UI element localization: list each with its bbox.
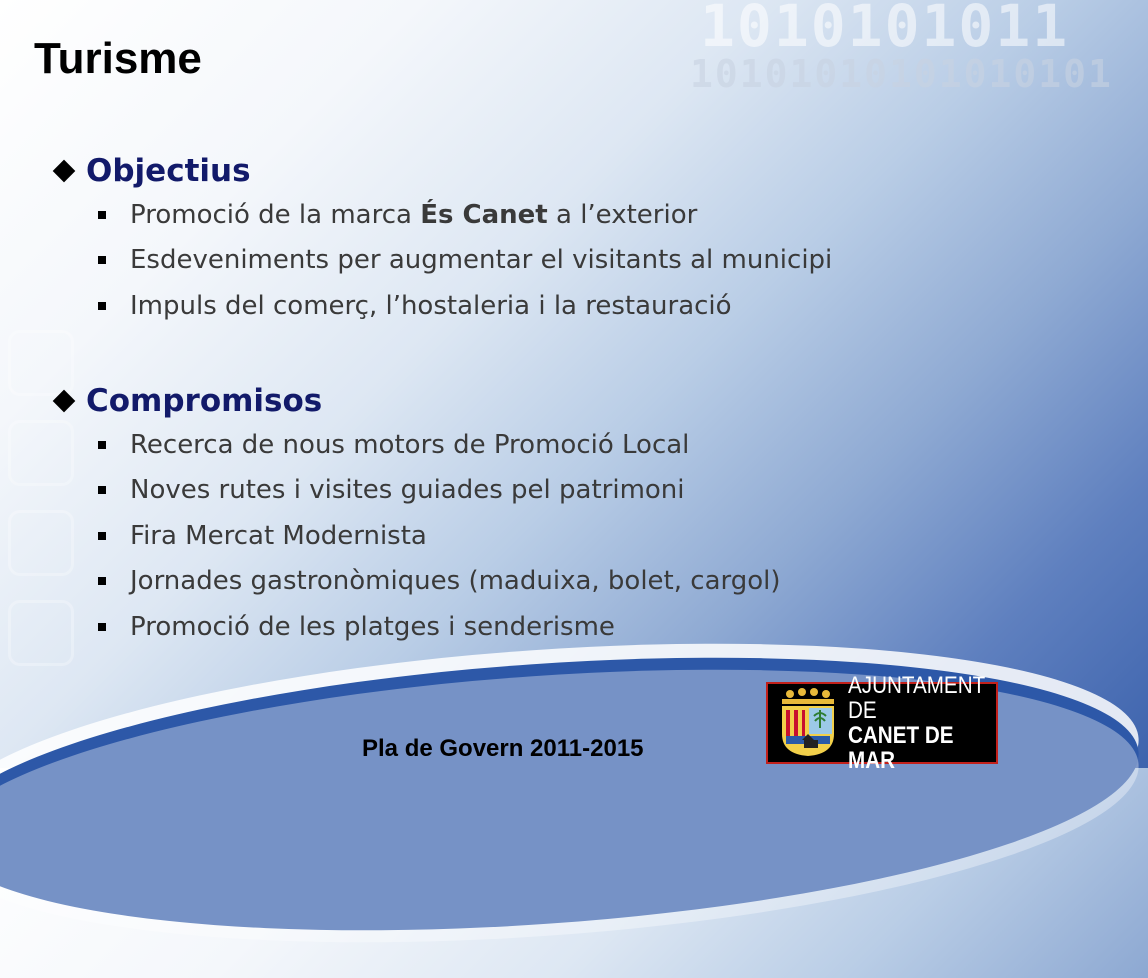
- slide-title: Turisme: [34, 34, 202, 83]
- square-bullet-icon: [98, 532, 106, 540]
- municipal-shield-icon: [778, 688, 838, 758]
- list-item: [50, 422, 781, 468]
- section-heading: [50, 380, 781, 422]
- binary-decoration: 1010101011: [700, 0, 1070, 60]
- item-text: Jornades gastronòmiques (maduixa, bolet, cargol): [130, 566, 781, 597]
- bullet-list: [50, 192, 832, 329]
- item-text: Noves rutes i visites guiades pel patrimoni: [130, 475, 685, 506]
- list-item: [50, 604, 781, 650]
- square-bullet-icon: [98, 486, 106, 494]
- section-label: Objectius: [86, 153, 251, 189]
- logo-line-canet: CANET DE MAR: [848, 722, 954, 775]
- square-bullet-icon: [98, 256, 106, 264]
- square-bullet-icon: [98, 441, 106, 449]
- square-bullet-icon: [98, 302, 106, 310]
- square-bullet-icon: [98, 211, 106, 219]
- bullet-list: [50, 422, 781, 650]
- list-item: [50, 468, 781, 514]
- slide-footer: Pla de Govern 2011-2015: [362, 735, 644, 762]
- section-label: Compromisos: [86, 383, 323, 419]
- section-compromisos: [50, 380, 781, 650]
- item-text: Impuls del comerç, l’hostaleria i la restauració: [130, 290, 732, 321]
- item-text: Recerca de nous motors de Promoció Local: [130, 429, 690, 460]
- section-heading: [50, 150, 832, 192]
- list-item: [50, 238, 832, 284]
- item-text: Fira Mercat Modernista: [130, 520, 427, 551]
- section-objectius: [50, 150, 832, 329]
- diamond-bullet-icon: [53, 160, 76, 183]
- list-item: [50, 513, 781, 559]
- logo-text: [848, 673, 985, 774]
- list-item: [50, 283, 832, 329]
- diamond-bullet-icon: [53, 390, 76, 413]
- square-bullet-icon: [98, 623, 106, 631]
- square-bullet-icon: [98, 577, 106, 585]
- item-text: Promoció de la marca És Canet a l’exterior: [130, 199, 698, 230]
- brand-name: És Canet: [420, 199, 548, 230]
- logo-line-ajuntament: AJUNTAMENT DE: [848, 671, 985, 724]
- item-text: Promoció de les platges i senderisme: [130, 611, 615, 642]
- binary-decoration-secondary: 10101010101010101: [690, 52, 1113, 96]
- list-item: [50, 559, 781, 605]
- list-item: [50, 192, 832, 238]
- item-text: Esdeveniments per augmentar el visitants al municipi: [130, 245, 833, 276]
- ajuntament-logo: [766, 671, 998, 775]
